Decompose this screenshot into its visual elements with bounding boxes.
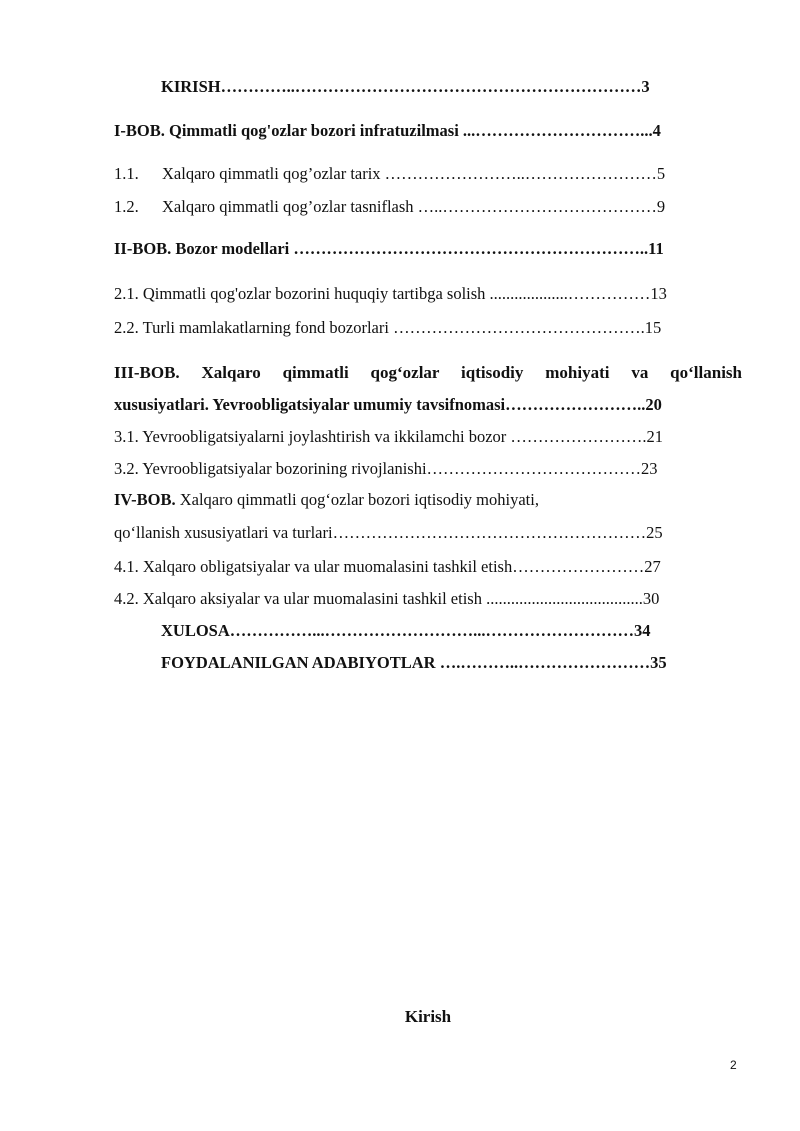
- toc-bob-2[interactable]: II-BOB. Bozor modellari ………………………………………………………..11: [114, 239, 664, 258]
- section-heading: Kirish: [404, 1007, 452, 1026]
- toc-item-4-2[interactable]: 4.2. Xalqaro aksiyalar va ular muomalasini tashkil etish ......................................30: [114, 589, 660, 608]
- toc-bob-3-line-2[interactable]: xususiyatlari. Yevroobligatsiyalar umumiy tavsifnomasi……………………..20: [114, 395, 662, 414]
- toc-bob-4-line-1[interactable]: [114, 490, 744, 510]
- toc-item-number: 1.1.: [114, 164, 139, 183]
- toc-bob-1[interactable]: I-BOB. Qimmatli qog'ozlar bozori infratuzilmasi ...…………………………...4: [114, 121, 661, 140]
- toc-item-2-2[interactable]: 2.2. Turli mamlakatlarning fond bozorlari ……………………………………….15: [114, 318, 662, 337]
- toc-adabiyotlar[interactable]: FOYDALANILGAN ADABIYOTLAR ….………..……………………35: [161, 653, 667, 672]
- toc-item-2-1[interactable]: 2.1. Qimmatli qog'ozlar bozorini huquqiy tartibga solish ...................……………13: [114, 284, 667, 303]
- toc-item-4-1[interactable]: 4.1. Xalqaro obligatsiyalar va ular muomalasini tashkil etish……………………27: [114, 557, 661, 576]
- toc-bob-4-label: IV-BOB.: [114, 490, 176, 509]
- toc-xulosa[interactable]: XULOSA……………...………………………...………………………34: [161, 621, 651, 640]
- toc-bob-3-line-1[interactable]: III-BOB. Xalqaro qimmatli qog‘ozlar iqtisodiy mohiyati va qo‘llanish: [114, 363, 742, 382]
- toc-item-number: 1.2.: [114, 197, 139, 216]
- toc-item-3-1[interactable]: 3.1. Yevroobligatsiyalarni joylashtirish va ikkilamchi bozor …………………….21: [114, 427, 664, 446]
- toc-kirish[interactable]: KIRISH…………..………………………………………………………3: [161, 77, 650, 96]
- page-number: 2: [730, 1058, 737, 1072]
- toc-item-3-2[interactable]: 3.2. Yevroobligatsiyalar bozorining rivojlanishi…………………………………23: [114, 459, 658, 478]
- toc-bob-4-line-2[interactable]: qo‘llanish xususiyatlari va turlari…………………………………………………25: [114, 523, 663, 542]
- toc-item-1-1[interactable]: Xalqaro qimmatli qog’ozlar tarix ……………………..……………………5: [162, 164, 666, 183]
- toc-item-1-2[interactable]: Xalqaro qimmatli qog’ozlar tasniflash …..…………………………………9: [162, 197, 666, 216]
- toc-bob-4-title: Xalqaro qimmatli qog‘ozlar bozori iqtisodiy mohiyati,: [175, 490, 539, 509]
